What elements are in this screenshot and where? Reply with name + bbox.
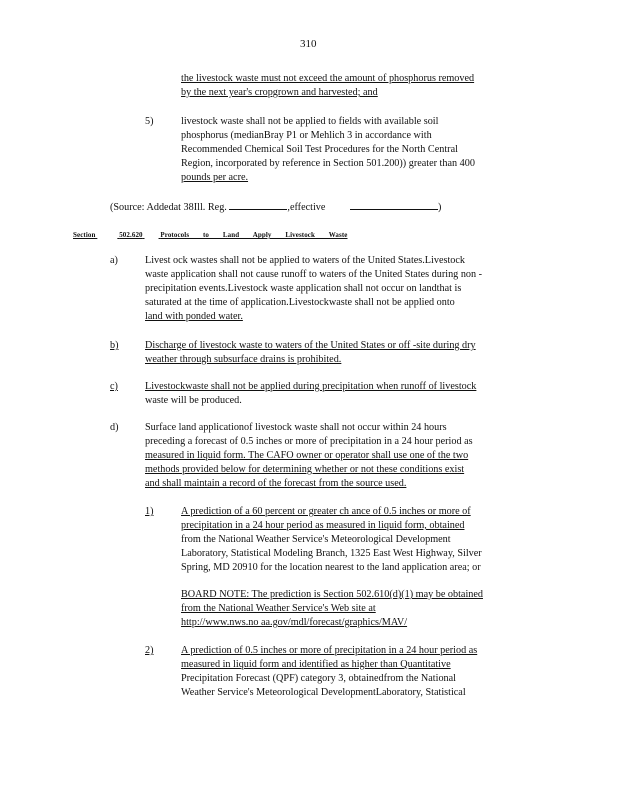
section-title: Protocols to Land Apply Livestock Waste — [160, 231, 348, 239]
item-b-line-1: Discharge of livestock waste to waters of the United States or off -site during dry — [145, 340, 476, 351]
sub-item-1-line-4: Laboratory, Statistical Modeling Branch, 1325 East West Highway, Silver — [181, 548, 482, 559]
source-close: ) — [437, 202, 442, 213]
section-number: 502.620 — [119, 231, 143, 239]
item-c-label: c) — [110, 381, 118, 392]
item-d-line-3: measured in liquid form. The CAFO owner or operator shall use one of the two — [145, 450, 469, 461]
item-c-line-1: Livestockwaste shall not be applied during precipitation when runoff of livestock — [145, 381, 477, 392]
item-5-line-4: Region, incorporated by reference in Section 501.200)) greater than 400 — [181, 158, 475, 169]
item-b-label: b) — [110, 340, 119, 351]
board-note-link[interactable]: http://www.nws.no aa.gov/mdl/forecast/graphics/MAV/ — [181, 617, 408, 628]
item-d-label: d) — [110, 422, 119, 433]
board-note-line-2: from the National Weather Service's Web site at — [181, 603, 376, 614]
sub-item-2-line-1: A prediction of 0.5 inches or more of precipitation in a 24 hour period as — [181, 645, 478, 656]
item-d-line-5: and shall maintain a record of the forecast from the source used. — [145, 478, 407, 489]
sub-item-1-label: 1) — [145, 506, 154, 517]
top-line-1: the livestock waste must not exceed the amount of phosphorus removed — [181, 73, 475, 84]
source-blank-1 — [229, 199, 287, 210]
sub-item-1-line-5: Spring, MD 20910 for the location nearest to the land application area; or — [181, 562, 481, 573]
item-a-line-1: Livest ock wastes shall not be applied to waters of the United States.Livestock — [145, 255, 465, 266]
sub-item-2-line-4: Weather Service's Meteorological DevelopmentLaboratory, Statistical — [181, 687, 466, 698]
sub-item-2-line-3: Precipitation Forecast (QPF) category 3, obtainedfrom the National — [181, 673, 456, 684]
sub-item-2-label: 2) — [145, 645, 154, 656]
sub-item-1-line-1: A prediction of a 60 percent or greater ch ance of 0.5 inches or more of — [181, 506, 471, 517]
item-a-label: a) — [110, 255, 118, 266]
item-5-line-5: pounds per acre. — [181, 172, 249, 183]
sub-item-2-line-2: measured in liquid form and identified as higher than Quantitative — [181, 659, 451, 670]
top-line-2: by the next year's cropgrown and harvested; and — [181, 87, 378, 98]
item-a-line-4: saturated at the time of application.Livestockwaste shall not be applied onto — [145, 297, 455, 308]
source-line — [110, 199, 441, 214]
item-a-line-2: waste application shall not cause runoff to waters of the United States during non - — [145, 269, 483, 280]
source-prefix: (Source: Addedat 38Ill. Reg. — [110, 202, 227, 213]
item-a-line-3: precipitation events.Livestock waste application shall not occur on landthat is — [145, 283, 462, 294]
item-5-label: 5) — [145, 116, 154, 127]
item-5-line-2: phosphorus (medianBray P1 or Mehlich 3 in accordance with — [181, 130, 432, 141]
item-a-line-5: land with ponded water. — [145, 311, 243, 322]
sub-item-1-line-2: precipitation in a 24 hour period as measured in liquid form, obtained — [181, 520, 465, 531]
source-effective: ,effective — [287, 202, 326, 213]
item-5-line-1: livestock waste shall not be applied to fields with available soil — [181, 116, 439, 127]
source-blank-2 — [350, 199, 438, 210]
item-d-line-4: methods provided below for determining whether or not these conditions exist — [145, 464, 465, 475]
section-heading — [73, 229, 348, 241]
item-c-line-2: waste will be produced. — [145, 395, 242, 406]
item-5-line-3: Recommended Chemical Soil Test Procedures for the North Central — [181, 144, 458, 155]
sub-item-1-line-3: from the National Weather Service's Meteorological Development — [181, 534, 451, 545]
item-b-line-2: weather through subsurface drains is prohibited. — [145, 354, 342, 365]
item-d-line-1: Surface land applicationof livestock waste shall not occur within 24 hours — [145, 422, 447, 433]
section-word: Section — [73, 231, 96, 239]
item-d-line-2: preceding a forecast of 0.5 inches or more of precipitation in a 24 hour period as — [145, 436, 473, 447]
page-number: 310 — [300, 38, 317, 50]
board-note-line-1: BOARD NOTE: The prediction is Section 502.610(d)(1) may be obtained — [181, 589, 483, 600]
